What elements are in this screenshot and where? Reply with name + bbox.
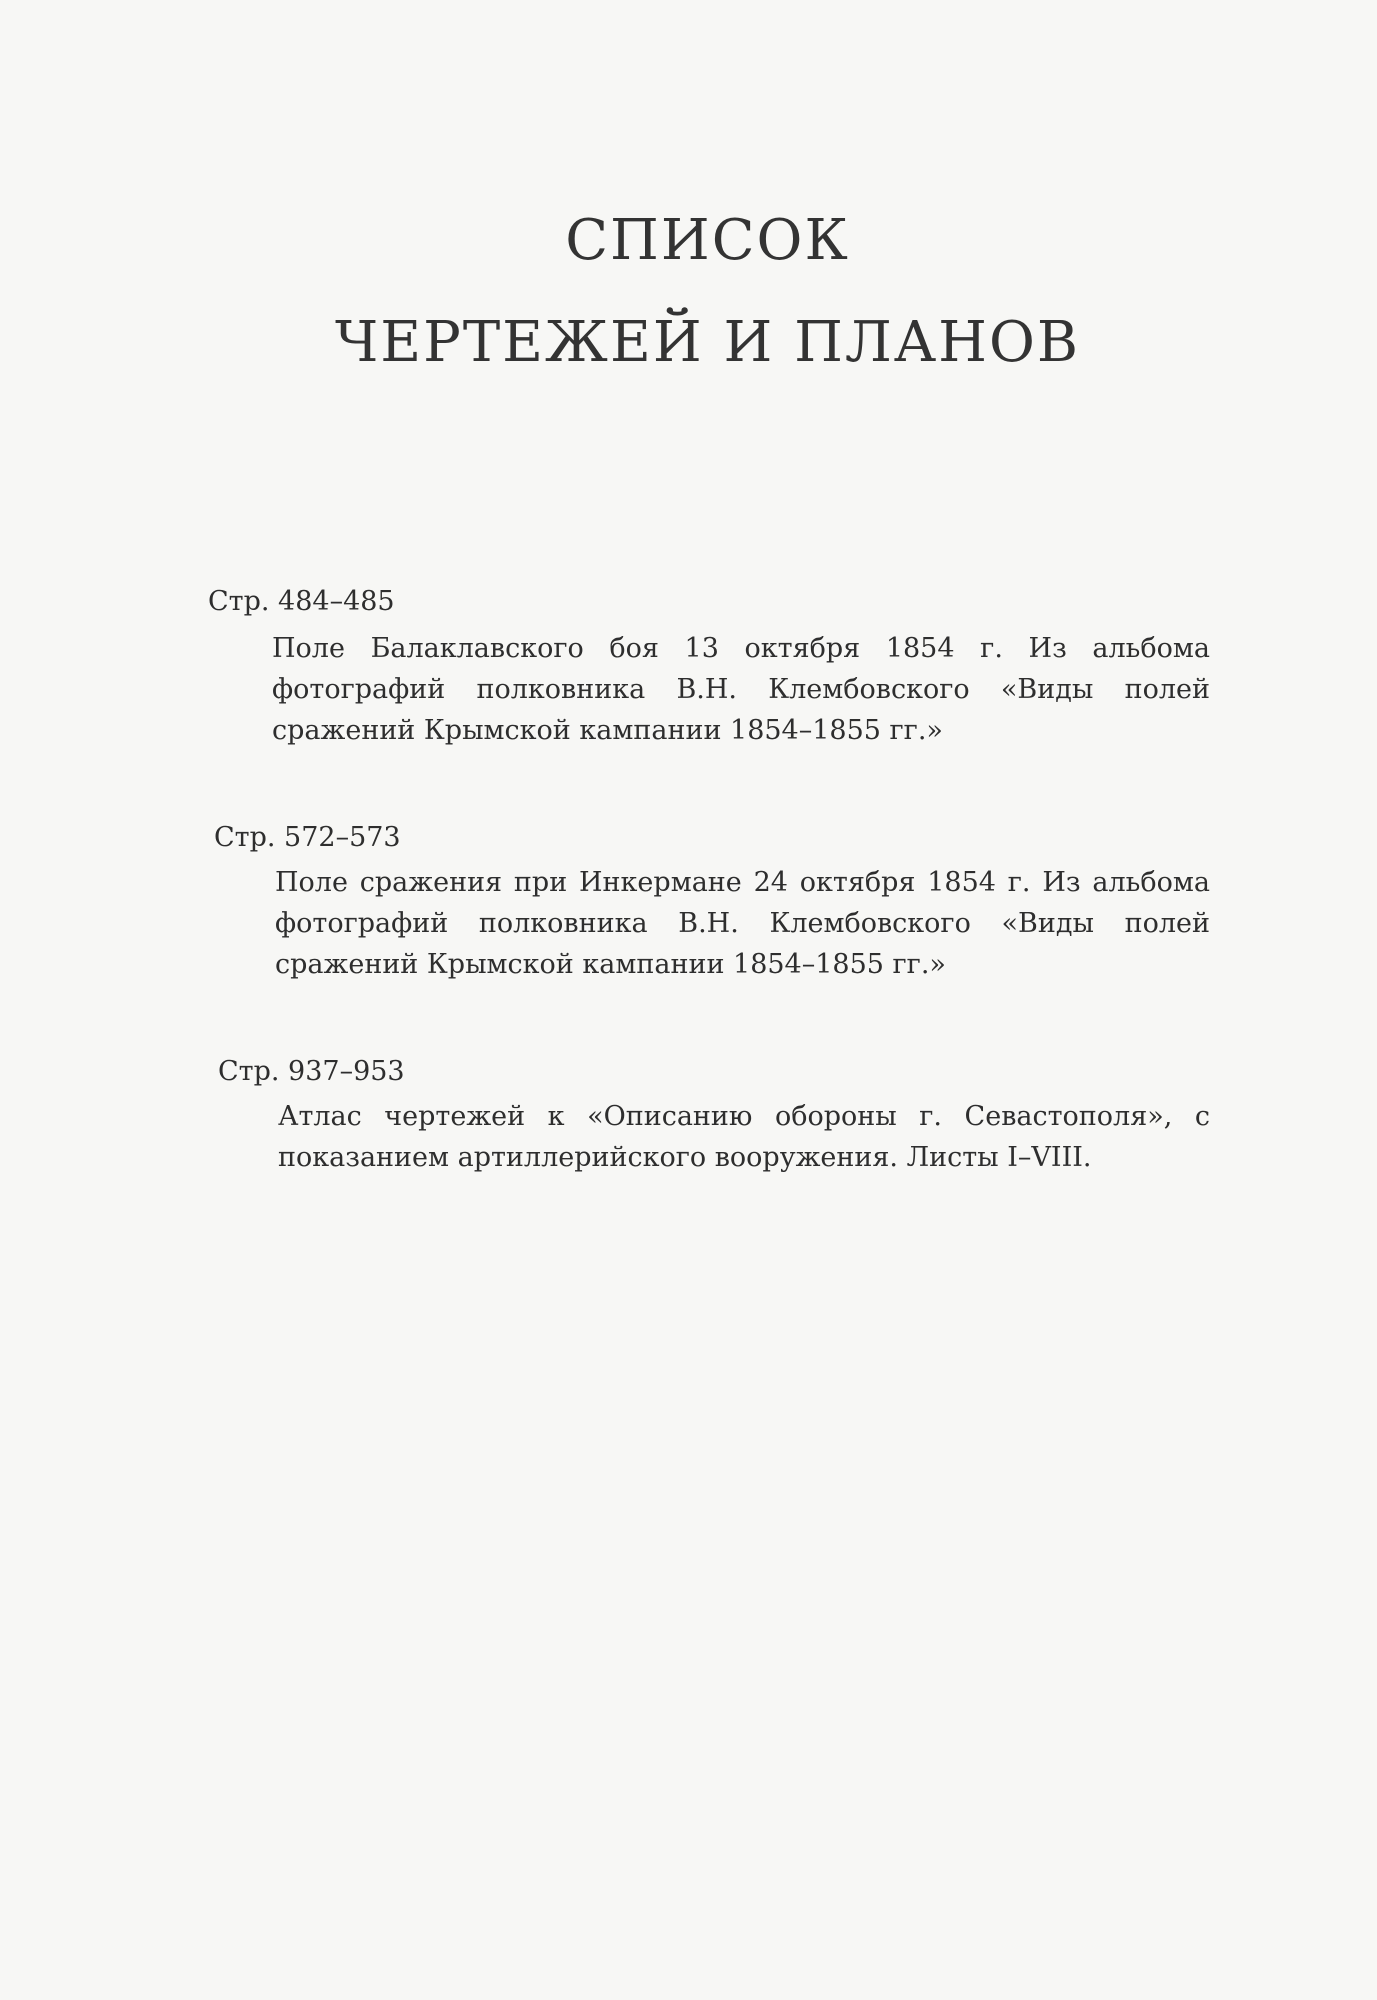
entry-1-description: Поле Балаклавского боя 13 октября 1854 г. Из альбома фотографий полковника В.Н. Клембовского «Виды полей сражений Крымской кампании 1854–1855 гг.» <box>272 633 1210 746</box>
entry-3-page-range: Стр. 937–953 <box>218 1056 405 1087</box>
page-title-line-1: СПИСОК <box>565 208 850 273</box>
entry-3-description: Атлас чертежей к «Описанию обороны г. Севастополя», с показанием артиллерийского вооружения. Листы I–VIII. <box>278 1101 1210 1173</box>
entry-2-description: Поле сражения при Инкермане 24 октября 1854 г. Из альбома фотографий полковника В.Н. Клембовского «Виды полей сражений Крымской кампании 1854–1855 гг.» <box>275 867 1210 980</box>
entry-2-page-range: Стр. 572–573 <box>214 822 401 853</box>
entry-1-page-range: Стр. 484–485 <box>208 586 395 617</box>
page-title-line-2: ЧЕРТЕЖЕЙ И ПЛАНОВ <box>334 310 1081 375</box>
